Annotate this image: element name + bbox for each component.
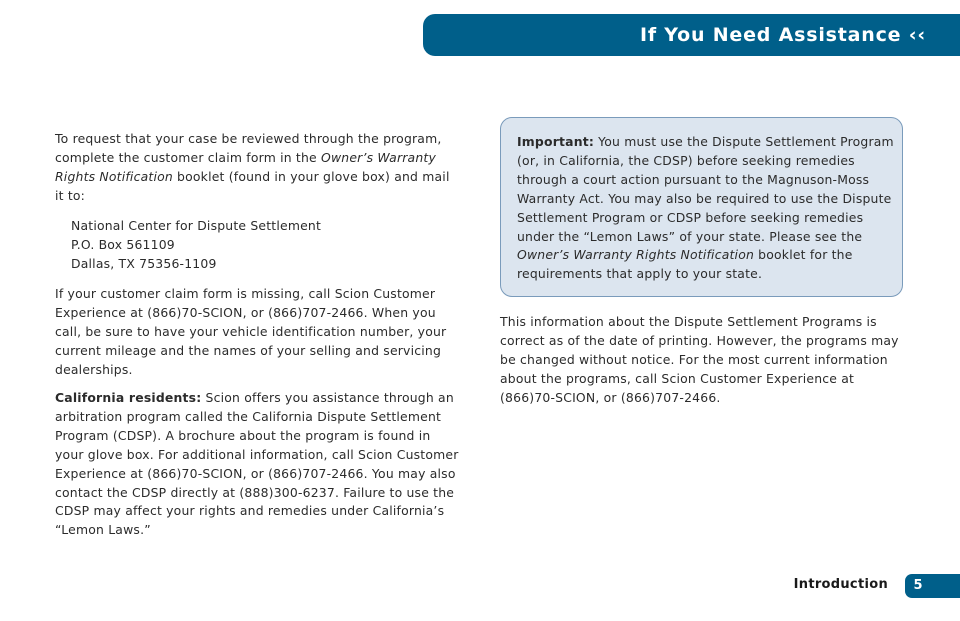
text-line: Program (CDSP). A brochure about the program is found in (55, 427, 431, 443)
california-label: California residents: (55, 390, 202, 405)
text-line: Warranty Act. You may also be required to use the Dispute (517, 190, 892, 206)
text-line: requirements that apply to your state. (517, 266, 763, 282)
address-line: National Center for Dispute Settlement (71, 218, 322, 233)
text-line: CDSP may affect your rights and remedies under California’s (55, 503, 445, 519)
text-line: (866)70-SCION, or (866)707-2466. (500, 389, 721, 405)
section-label: Introduction (793, 577, 888, 592)
text-line: be changed without notice. For the most current information (500, 351, 888, 367)
text-line: dealerships. (55, 361, 133, 377)
text-line: (or, in California, the CDSP) before seeking remedies (517, 152, 855, 168)
address-line: Dallas, TX 75356-1109 (71, 255, 217, 271)
text-run: complete the customer claim form in the (55, 149, 322, 165)
program-info-paragraph (500, 313, 899, 408)
missing-form-paragraph (55, 285, 446, 380)
booklet-title: Owner’s Warranty (321, 149, 436, 165)
important-callout (500, 117, 903, 297)
text-line: under the “Lemon Laws” of your state. Please see the (517, 228, 863, 244)
page-title: If You Need Assistance ‹‹ (639, 24, 926, 46)
header-bar (423, 14, 960, 56)
text-line: If your customer claim form is missing, call Scion Customer (55, 286, 436, 301)
text-line: it to: (55, 187, 86, 203)
text-line: This information about the Dispute Settlement Programs is (500, 314, 877, 329)
text-line: about the programs, call Scion Customer Experience at (500, 370, 855, 386)
text-line (55, 149, 450, 168)
text-line: call, be sure to have your vehicle identification number, your (55, 323, 447, 339)
text-line: “Lemon Laws.” (55, 522, 151, 538)
intro-paragraph (55, 130, 450, 206)
booklet-title: Owner’s Warranty Rights Notification (517, 247, 755, 263)
text-line (55, 168, 450, 187)
text-line: Settlement Program or CDSP before seeking remedies (517, 209, 864, 225)
california-paragraph (55, 389, 459, 540)
mailing-address (71, 217, 321, 274)
page-number-tab (905, 574, 960, 598)
text-line: contact the CDSP directly at (888)300-6237. Failure to use the (55, 484, 455, 500)
text-line (517, 133, 894, 152)
text-line: your glove box. For additional information, call Scion Customer (55, 446, 459, 462)
text-line: correct as of the date of printing. However, the programs may (500, 332, 899, 348)
page-number: 5 (913, 578, 923, 593)
address-line: P.O. Box 561109 (71, 236, 175, 252)
text-run: booklet (found in your glove box) and mail (172, 168, 450, 184)
important-label: Important: (517, 134, 594, 149)
text-line: Experience at (866)70-SCION, or (866)707-2466. When you (55, 304, 436, 320)
text-line: arbitration program called the California Dispute Settlement (55, 408, 442, 424)
text-run: Scion offers you assistance through an (201, 390, 454, 405)
text-line (517, 246, 894, 265)
text-line (55, 389, 459, 408)
text-line: To request that your case be reviewed through the program, (55, 131, 442, 146)
important-text (517, 133, 894, 284)
text-line: current mileage and the names of your selling and servicing (55, 342, 442, 358)
text-run: You must use the Dispute Settlement Program (594, 134, 894, 149)
text-line: Experience at (866)70-SCION, or (866)707-2466. You may also (55, 465, 456, 481)
booklet-title: Rights Notification (55, 168, 173, 184)
text-line: through a court action pursuant to the Magnuson-Moss (517, 171, 870, 187)
text-run: booklet for the (754, 247, 853, 263)
